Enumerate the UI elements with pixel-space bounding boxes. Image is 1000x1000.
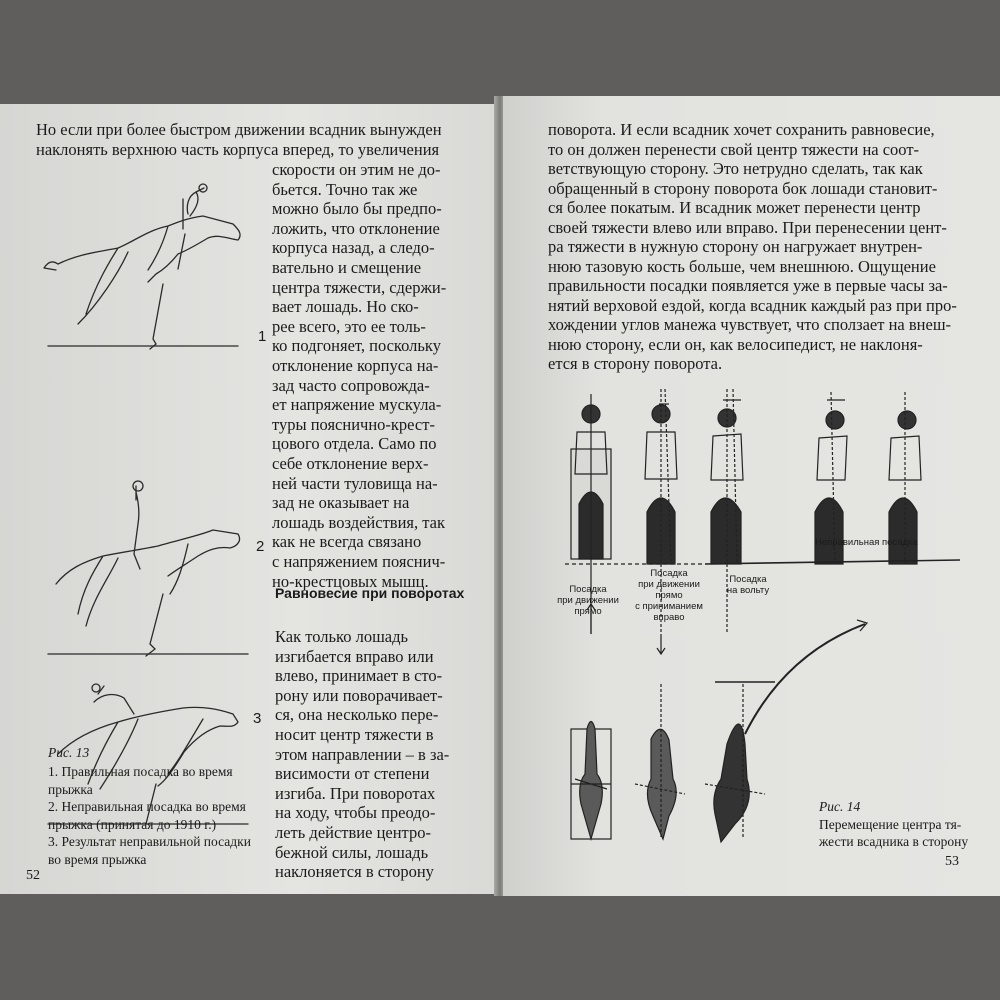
- text-line: но-крестцовых мышц.: [272, 571, 429, 591]
- text-line: висимости от степени: [275, 764, 430, 784]
- text-line: можно было бы предпо-: [272, 199, 442, 219]
- text-line: 3. Результат неправильной посадки: [48, 834, 251, 849]
- text-line: на ходу, чтобы преодо-: [275, 803, 436, 823]
- figure-label-volte: [703, 574, 793, 596]
- text-line: изгиба. При поворотах: [275, 783, 436, 803]
- text-line: с напряжением пояснич-: [272, 552, 446, 571]
- text-line: 2. Неправильная посадка во время: [48, 799, 246, 814]
- text-line: ся, она несколько пере-: [275, 705, 439, 725]
- text-line: обращенный в сторону поворота бок лошади становит-: [548, 178, 938, 198]
- figure-label-line: Посадка: [569, 584, 607, 595]
- figure-label-wrong-seat: Неправильная посадка: [815, 537, 918, 548]
- figure-label-line: с приниманием: [635, 601, 703, 612]
- figure-number: 2: [256, 538, 265, 555]
- text-line: ра тяжести в нужную сторону он нагружает внутрен-: [548, 237, 923, 256]
- text-line: прыжка: [48, 781, 93, 797]
- text-line: то он должен перенести свой центр тяжести на соот-: [548, 139, 920, 159]
- text-line: носит центр тяжести в: [275, 725, 434, 744]
- text-line: цового отдела. Само по: [272, 434, 437, 454]
- figure-label-line: прямо: [574, 606, 602, 617]
- text-line: во время прыжка: [48, 851, 147, 867]
- text-line: бьется. Точно так же: [272, 179, 418, 199]
- page-number: 52: [26, 868, 40, 883]
- text-line: поворота. И если всадник хочет сохранить равновесие,: [548, 120, 935, 139]
- page-number: 53: [945, 854, 959, 869]
- text-line: скорости он этим не до-: [272, 160, 441, 179]
- text-line: рону или поворачивает-: [275, 685, 443, 705]
- text-line: вательно и смещение: [272, 258, 422, 277]
- text-line: леть действие центро-: [275, 823, 431, 842]
- text-line: ся более покатым. И всадник может перенести центр: [548, 198, 921, 217]
- text-line: наклонять верхнюю часть корпуса вперед, то увеличения: [36, 140, 440, 159]
- text-line: туры пояснично-крест-: [272, 414, 435, 434]
- text-line: рее всего, это ее толь-: [272, 316, 426, 336]
- text-line: вает лошадь. Но ско-: [272, 297, 419, 317]
- text-line: своей тяжести влево или вправо. При перенесении цент-: [548, 217, 947, 237]
- figure-number: 1: [258, 328, 267, 345]
- figure-number: 3: [253, 710, 262, 727]
- figure-label-line: на вольту: [726, 585, 770, 596]
- figure-caption-label: Рис. 13: [48, 745, 90, 760]
- text-line: ветствующую сторону. Это нетрудно сделать, так как: [548, 159, 923, 178]
- text-line: ней части туловища на-: [272, 473, 438, 493]
- text-line: ется в сторону поворота.: [548, 354, 723, 373]
- text-line: Как только лошадь: [275, 627, 409, 646]
- text-line: нятий верховой ездой, когда всадник каждый раз при про-: [548, 295, 957, 315]
- text-line: ложить, что отклонение: [272, 218, 440, 238]
- text-line: отклонение корпуса на-: [272, 356, 439, 375]
- figure-label-line: Посадка: [729, 574, 767, 585]
- figure-label-line: прямо: [655, 590, 683, 601]
- text-line: как не всегда связано: [272, 532, 422, 552]
- text-line: корпуса назад, а следо-: [272, 238, 435, 258]
- left-page: [0, 104, 497, 894]
- text-line: бежной силы, лошадь: [275, 842, 429, 862]
- text-line: жести всадника в сторону: [819, 834, 969, 849]
- text-line: этом направлении – в за-: [275, 744, 450, 764]
- text-line: нюю сторону, если он, как велосипедист, не наклоня-: [548, 334, 923, 354]
- text-line: изгибается вправо или: [275, 646, 434, 666]
- text-line: зад не оказывает на: [272, 493, 410, 513]
- text-line: Но если при более быстром движении всадник вынужден: [36, 120, 442, 139]
- text-line: лошадь воздействия, так: [272, 512, 446, 532]
- text-line: Перемещение центра тя-: [819, 817, 962, 832]
- figure-label-straight: [543, 584, 633, 617]
- text-line: хождении углов манежа чувствует, что сползает на внеш-: [548, 315, 952, 334]
- right-page: [503, 96, 1000, 896]
- text-line: центра тяжести, сдержи-: [272, 277, 447, 297]
- figure-label-line: при движении: [638, 579, 700, 590]
- text-line: 1. Правильная посадка во время: [48, 764, 233, 779]
- figure-label-line: Посадка: [650, 568, 688, 579]
- figure-label-line: вправо: [653, 612, 685, 623]
- text-line: нюю тазовую кость больше, чем внешнюю. Ощущение: [548, 256, 936, 276]
- text-line: прыжка (принятая до 1910 г.): [48, 816, 217, 832]
- text-line: влево, принимает в сто-: [275, 666, 443, 686]
- text-line: зад часто сопровожда-: [272, 375, 430, 395]
- text-line: ет напряжение мускула-: [272, 395, 442, 415]
- figure-13-sketches: [38, 174, 288, 814]
- figure-label-line: при движении: [557, 595, 619, 606]
- text-line: себе отклонение верх-: [272, 454, 429, 473]
- text-line: наклоняется в сторону: [275, 862, 434, 882]
- text-line: ко подгоняет, поскольку: [272, 336, 441, 356]
- text-line: правильности посадки появляется уже в первые часы за-: [548, 276, 948, 295]
- section-heading: Равновесие при поворотах: [275, 585, 465, 601]
- figure-caption-label: Рис. 14: [819, 799, 861, 814]
